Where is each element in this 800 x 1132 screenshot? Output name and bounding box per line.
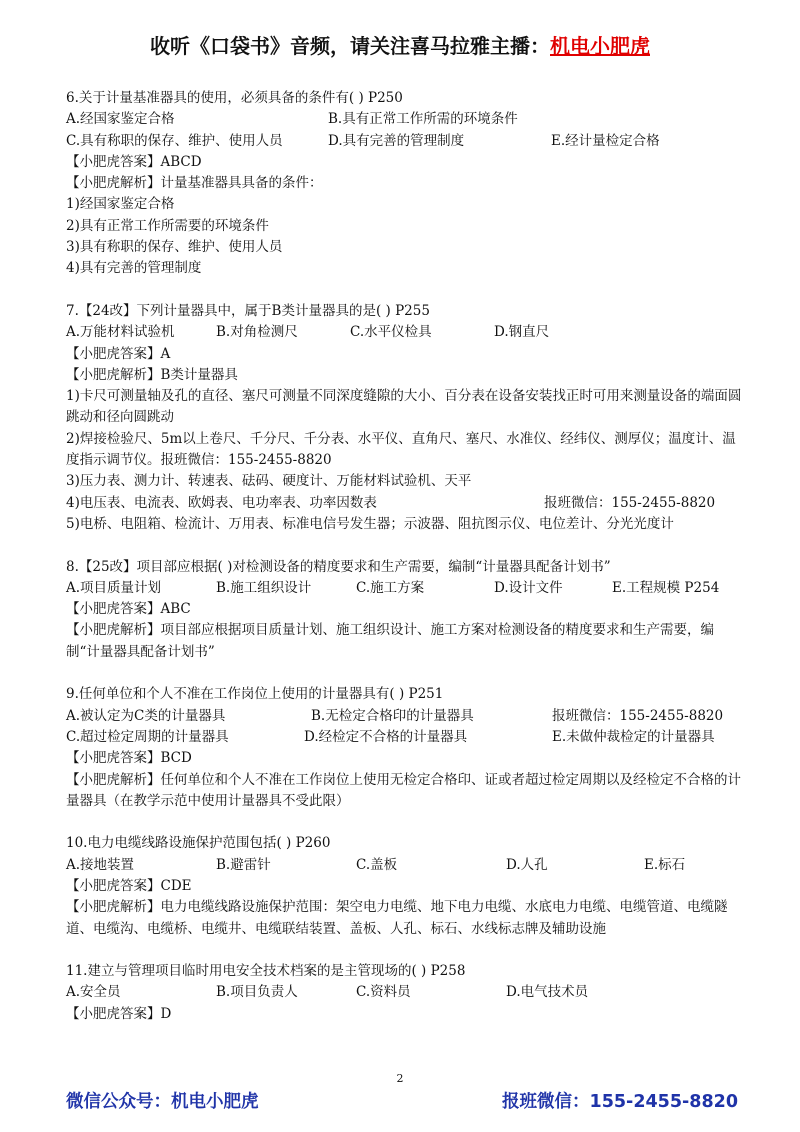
answer: 【小肥虎答案】A (66, 345, 171, 362)
options-row (66, 322, 746, 343)
option-c: C.盖板 (356, 856, 398, 873)
option-c: C.水平仪检具 (350, 324, 432, 341)
question-9 (66, 684, 746, 812)
analysis-item: 2)具有正常工作所需要的环境条件 (66, 217, 269, 234)
analysis-item: 4)具有完善的管理制度 (66, 260, 202, 277)
option-b: B.对角检测尺 (216, 324, 298, 341)
document-body (66, 88, 746, 1025)
question-stem: 7.【24改】下列计量器具中，属于B类计量器具的是( ) P255 (66, 302, 430, 319)
header-text: 收听《口袋书》音频，请关注喜马拉雅主播： (150, 34, 550, 58)
analysis-item: 3)具有称职的保存、维护、使用人员 (66, 239, 283, 256)
footer-contact: 报班微信：155-2455-8820 (502, 1092, 738, 1112)
option-d: D.经检定不合格的计量器具 (304, 728, 468, 745)
option-e: E.工程规模 P254 (612, 579, 720, 596)
wechat-note: 报班微信：155-2455-8820 (552, 707, 724, 724)
options-row (66, 727, 746, 748)
footer-wechat-account: 微信公众号：机电小肥虎 (66, 1092, 259, 1112)
option-b: B.具有正常工作所需的环境条件 (328, 111, 518, 128)
options-row (66, 855, 746, 876)
option-a: A.项目质量计划 (66, 579, 162, 596)
options-row (66, 578, 746, 599)
answer: 【小肥虎答案】CDE (66, 877, 192, 894)
option-a: A.经国家鉴定合格 (66, 111, 175, 128)
option-e: E.未做仲裁检定的计量器具 (552, 728, 715, 745)
option-c: C.超过检定周期的计量器具 (66, 728, 229, 745)
option-b: B.施工组织设计 (216, 579, 312, 596)
analysis-item: 5)电桥、电阻箱、检流计、万用表、标准电信号发生器；示波器、阻抗图示仪、电位差计、分光光度计 (66, 515, 674, 532)
analysis-item: 3)压力表、测力计、转速表、砝码、硬度计、万能材料试验机、天平 (66, 473, 472, 490)
answer: 【小肥虎答案】BCD (66, 750, 192, 767)
page-number: 2 (396, 1072, 404, 1085)
analysis-item: 1)经国家鉴定合格 (66, 196, 175, 213)
option-c: C.具有称职的保存、维护、使用人员 (66, 132, 283, 149)
header-brand-link[interactable]: 机电小肥虎 (550, 34, 650, 58)
option-b: B.项目负责人 (216, 984, 298, 1001)
option-e: E.经计量检定合格 (551, 132, 660, 149)
option-d: D.设计文件 (494, 579, 563, 596)
analysis: 【小肥虎解析】项目部应根据项目质量计划、施工组织设计、施工方案对检测设备的精度要求和生产需要，编制“计量器具配备计划书” (66, 622, 714, 660)
option-a: A.万能材料试验机 (66, 324, 175, 341)
option-d: D.钢直尺 (494, 324, 550, 341)
analysis: 【小肥虎解析】计量基准器具具备的条件： (66, 175, 323, 192)
analysis: 【小肥虎解析】电力电缆线路设施保护范围：架空电力电缆、地下电力电缆、水底电力电缆、电缆管道、电缆隧道、电缆沟、电缆桥、电缆井、电缆联结装置、盖板、人孔、标石、水线标志牌及辅助设施 (66, 899, 728, 937)
page-footer (66, 1088, 738, 1114)
question-7 (66, 301, 746, 535)
analysis-item: 2)焊接检验尺、5m以上卷尺、千分尺、千分表、水平仪、直角尺、塞尺、水准仪、经纬仪、测厚仪；温度计、温度指示调节仪。报班微信：155-2455-8820 (66, 430, 736, 469)
option-c: C.资料员 (356, 984, 411, 1001)
question-8 (66, 557, 746, 663)
option-d: D.人孔 (506, 856, 548, 873)
analysis-item: 1)卡尺可测量轴及孔的直径、塞尺可测量不同深度缝隙的大小、百分表在设备安装找正时可用来测量设备的端面圆跳动和径向圆跳动 (66, 388, 742, 426)
option-a: A.被认定为C类的计量器具 (66, 707, 226, 724)
answer: 【小肥虎答案】D (66, 1005, 172, 1022)
analysis-item (66, 493, 746, 514)
option-b: B.避雷针 (216, 856, 271, 873)
options-row (66, 982, 746, 1003)
wechat-note: 报班微信：155-2455-8820 (544, 494, 716, 511)
analysis: 【小肥虎解析】B类计量器具 (66, 366, 238, 383)
answer: 【小肥虎答案】ABCD (66, 153, 202, 170)
options-row (66, 706, 746, 727)
page-header (0, 30, 800, 59)
question-stem: 8.【25改】项目部应根据( )对检测设备的精度要求和生产需要，编制“计量器具配备计划书” (66, 558, 611, 575)
option-d: D.具有完善的管理制度 (328, 132, 465, 149)
option-d: D.电气技术员 (506, 984, 589, 1001)
question-stem: 6.关于计量基准器具的使用，必须具备的条件有( ) P250 (66, 90, 403, 106)
question-10 (66, 833, 746, 939)
option-a: A.接地装置 (66, 856, 135, 873)
question-stem: 10.电力电缆线路设施保护范围包括( ) P260 (66, 835, 331, 852)
options-row (66, 131, 746, 152)
question-stem: 11.建立与管理项目临时用电安全技术档案的是主管现场的( ) P258 (66, 963, 466, 980)
analysis-text: 4)电压表、电流表、欧姆表、电功率表、功率因数表 (66, 494, 377, 511)
option-a: A.安全员 (66, 984, 121, 1001)
option-e: E.标石 (644, 856, 686, 873)
answer: 【小肥虎答案】ABC (66, 601, 191, 618)
analysis: 【小肥虎解析】任何单位和个人不准在工作岗位上使用无检定合格印、证或者超过检定周期以及经检定不合格的计量器具（在教学示范中使用计量器具不受此限） (66, 771, 741, 809)
question-11 (66, 961, 746, 1025)
options-row (66, 109, 746, 130)
question-6 (66, 88, 746, 280)
question-stem: 9.任何单位和个人不准在工作岗位上使用的计量器具有( ) P251 (66, 686, 444, 703)
option-c: C.施工方案 (356, 579, 425, 596)
option-b: B.无检定合格印的计量器具 (311, 707, 474, 724)
